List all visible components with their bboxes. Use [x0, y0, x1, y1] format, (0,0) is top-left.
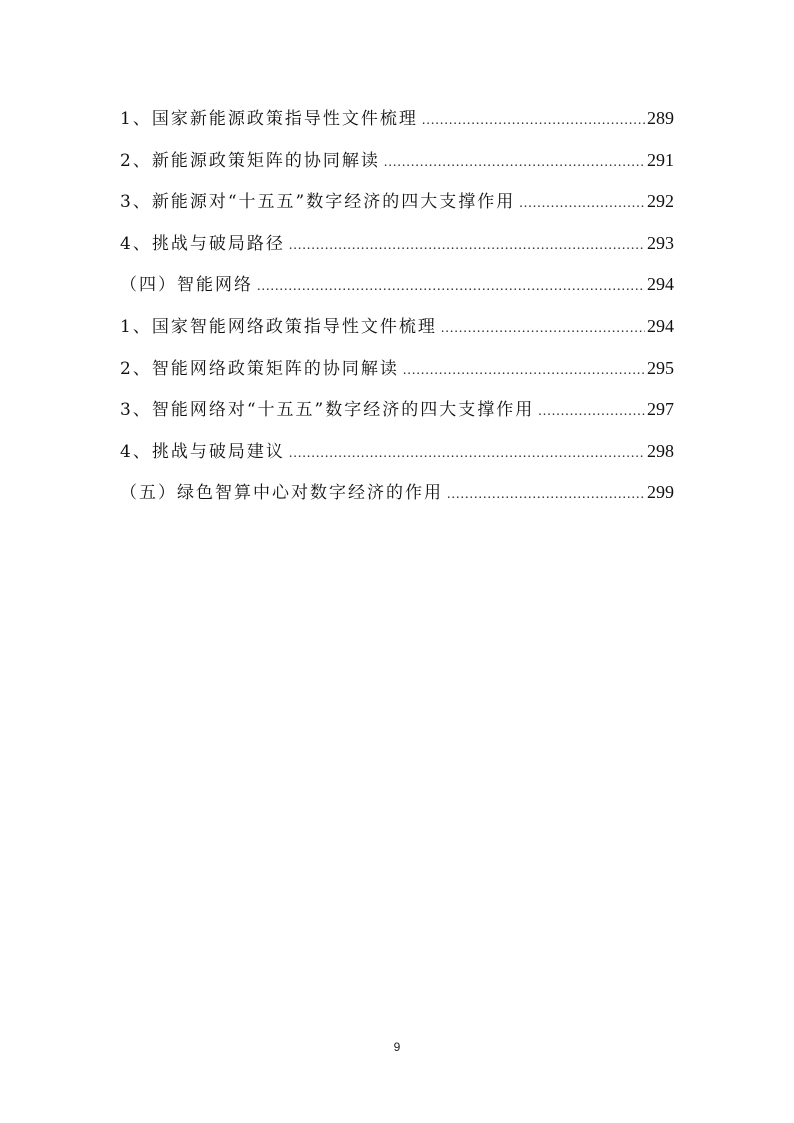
dot-leader	[441, 311, 645, 347]
toc-entry-title: （五）绿色智算中心对数字经济的作用	[120, 483, 443, 504]
toc-entry-page: 299	[647, 482, 674, 503]
dot-leader	[289, 228, 645, 264]
dot-leader	[538, 394, 645, 430]
dot-leader	[257, 269, 645, 305]
dot-leader	[403, 353, 645, 389]
toc-entry[interactable]	[120, 433, 674, 475]
toc-entry[interactable]	[120, 100, 674, 142]
toc-entry[interactable]	[120, 474, 674, 516]
toc-entry[interactable]	[120, 142, 674, 184]
toc-entry-title: （四）智能网络	[120, 275, 253, 296]
toc-entry-title: 1、国家智能网络政策指导性文件梳理	[120, 316, 437, 337]
toc-entry-title: 4、挑战与破局路径	[120, 233, 285, 254]
toc-entry-title: 4、挑战与破局建议	[120, 441, 285, 462]
toc-entry-page: 292	[647, 191, 674, 212]
toc-entry-page: 294	[647, 315, 674, 336]
toc-entry-page: 289	[647, 108, 674, 128]
toc-entry[interactable]	[120, 308, 674, 350]
toc-entry-page: 298	[647, 440, 674, 461]
toc-entry[interactable]	[120, 183, 674, 225]
toc-entry-title: 1、国家新能源政策指导性文件梳理	[120, 109, 418, 129]
toc-entry-page: 294	[647, 274, 674, 295]
toc-entry-title: 3、新能源对“十五五”数字经济的四大支撑作用	[120, 192, 516, 213]
table-of-contents	[120, 100, 674, 516]
page-number: 9	[393, 1040, 401, 1054]
dot-leader	[384, 145, 645, 181]
toc-entry-page: 295	[647, 357, 674, 378]
toc-entry[interactable]	[120, 225, 674, 267]
dot-leader	[289, 436, 645, 472]
toc-entry[interactable]	[120, 391, 674, 433]
toc-entry-page: 297	[647, 399, 674, 420]
toc-entry-page: 291	[647, 149, 674, 170]
toc-entry-title: 3、智能网络对“十五五”数字经济的四大支撑作用	[120, 400, 535, 421]
dot-leader	[422, 103, 645, 139]
toc-entry-page: 293	[647, 232, 674, 253]
toc-entry-title: 2、新能源政策矩阵的协同解读	[120, 150, 380, 171]
toc-entry[interactable]	[120, 350, 674, 392]
toc-entry[interactable]	[120, 266, 674, 308]
dot-leader	[519, 186, 645, 222]
toc-entry-title: 2、智能网络政策矩阵的协同解读	[120, 358, 399, 379]
dot-leader	[447, 477, 645, 513]
